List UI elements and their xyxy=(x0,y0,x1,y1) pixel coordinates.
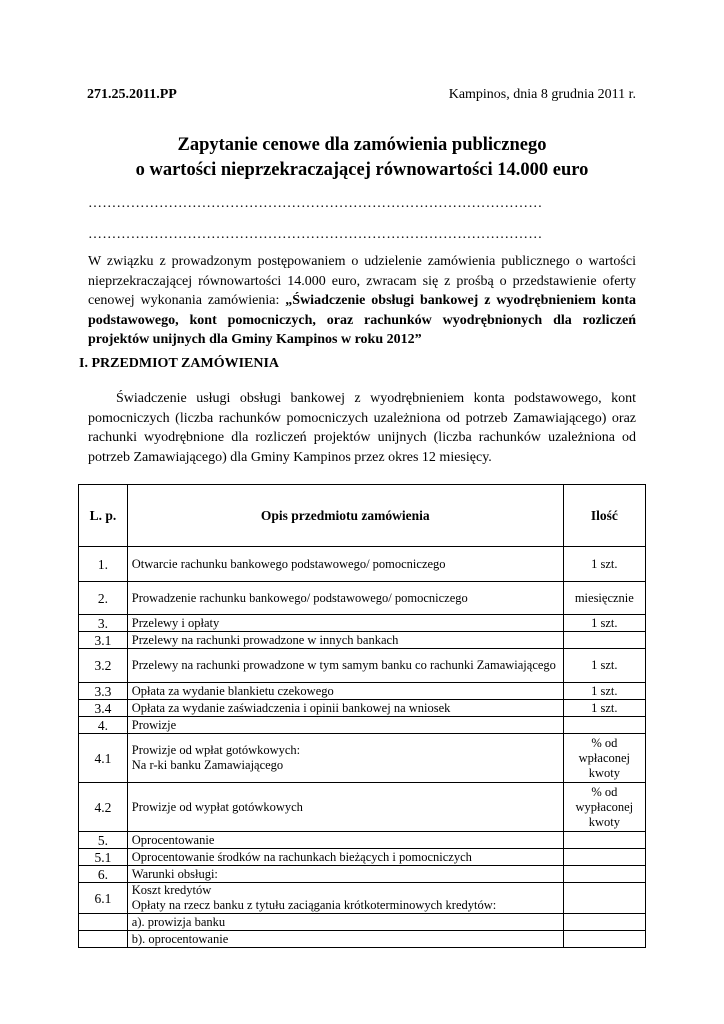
cell-ilosc xyxy=(563,717,645,734)
cell-opis-line-1: Prowizje od wpłat gotówkowych: xyxy=(131,743,301,757)
cell-ilosc: 1 szt. xyxy=(563,615,645,632)
table-row xyxy=(79,649,646,683)
cell-opis-line-2: Opłaty na rzecz banku z tytułu zaciągania krótkoterminowych kredytów: xyxy=(131,898,497,912)
table-row xyxy=(79,832,646,849)
intro-paragraph xyxy=(88,252,636,350)
table-row xyxy=(79,931,646,948)
cell-opis xyxy=(127,883,563,914)
cell-opis: Warunki obsługi: xyxy=(127,866,563,883)
cell-lp: 4. xyxy=(79,717,128,734)
cell-lp: 4.2 xyxy=(79,783,128,832)
table-row xyxy=(79,914,646,931)
section-paragraph: Świadczenie usługi obsługi bankowej z wyodrębnieniem konta podstawowego, kont pomocniczych (liczba rachunków pomocniczych uzależniona od potrzeb Zamawiającego) oraz rachunki wyodrębnione dla rozliczeń projektów unijnych (liczba rachunków uzależniona od potrzeb Zamawiającego) dla Gminy Kampinos przez okres 12 miesięcy. xyxy=(88,391,636,465)
cell-ilosc: % od wypłaconej kwoty xyxy=(563,783,645,832)
cell-ilosc: % od wpłaconej kwoty xyxy=(563,734,645,783)
cell-opis: Przelewy i opłaty xyxy=(127,615,563,632)
cell-ilosc: miesięcznie xyxy=(563,582,645,615)
table-row xyxy=(79,632,646,649)
cell-opis: Oprocentowanie xyxy=(127,832,563,849)
cell-opis: Prowadzenie rachunku bankowego/ podstawowego/ pomocniczego xyxy=(127,582,563,615)
cell-opis xyxy=(127,734,563,783)
document-title xyxy=(0,133,724,183)
table-row xyxy=(79,683,646,700)
table-row xyxy=(79,849,646,866)
cell-opis: Otwarcie rachunku bankowego podstawowego/ pomocniczego xyxy=(127,547,563,582)
table-row xyxy=(79,734,646,783)
title-line-2: o wartości nieprzekraczającej równowartości 14.000 euro xyxy=(135,160,589,180)
cell-opis: a). prowizja banku xyxy=(127,914,563,931)
section-heading: I. PRZEDMIOT ZAMÓWIENIA xyxy=(79,356,280,371)
cell-ilosc: 1 szt. xyxy=(563,649,645,683)
cell-opis: Oprocentowanie środków na rachunkach bieżących i pomocniczych xyxy=(127,849,563,866)
cell-lp: 3. xyxy=(79,615,128,632)
place-date: Kampinos, dnia 8 grudnia 2011 r. xyxy=(448,87,636,102)
cell-opis-line-2: Na r-ki banku Zamawiającego xyxy=(131,758,284,772)
intro-bold-subject: „Świadczenie obsługi bankowej z wyodrębnieniem konta podstawowego, kont pomocniczych, oraz rachunków wyodrębnionych dla rozliczeń projektów unijnych dla Gminy Kampinos w roku 2012” xyxy=(88,293,637,347)
header-ilosc: Ilość xyxy=(563,485,645,547)
table-row xyxy=(79,700,646,717)
table-row xyxy=(79,866,646,883)
cell-lp: 5.1 xyxy=(79,849,128,866)
cell-opis: Prowizje od wypłat gotówkowych xyxy=(127,783,563,832)
cell-opis: Przelewy na rachunki prowadzone w innych bankach xyxy=(127,632,563,649)
table-row xyxy=(79,783,646,832)
cell-ilosc xyxy=(563,832,645,849)
table-header-row xyxy=(79,485,646,547)
cell-lp: 3.4 xyxy=(79,700,128,717)
cell-opis: Opłata za wydanie blankietu czekowego xyxy=(127,683,563,700)
cell-ilosc xyxy=(563,883,645,914)
cell-lp xyxy=(79,931,128,948)
cell-lp: 4.1 xyxy=(79,734,128,783)
dotted-line-2: …………………………………………………………………………………… xyxy=(88,227,543,242)
cell-opis: b). oprocentowanie xyxy=(127,931,563,948)
table-row xyxy=(79,582,646,615)
cell-lp: 3.1 xyxy=(79,632,128,649)
table-row xyxy=(79,615,646,632)
cell-ilosc: 1 szt. xyxy=(563,700,645,717)
reference-number: 271.25.2011.PP xyxy=(87,87,177,102)
table-row xyxy=(79,883,646,914)
title-line-1: Zapytanie cenowe dla zamówienia publicznego xyxy=(177,135,547,155)
header-opis: Opis przedmiotu zamówienia xyxy=(127,485,563,547)
cell-lp: 6.1 xyxy=(79,883,128,914)
cell-ilosc xyxy=(563,914,645,931)
cell-opis: Opłata za wydanie zaświadczenia i opinii bankowej na wniosek xyxy=(127,700,563,717)
dotted-line-1: …………………………………………………………………………………… xyxy=(88,196,543,211)
cell-ilosc xyxy=(563,866,645,883)
specification-table xyxy=(78,484,646,948)
cell-ilosc: 1 szt. xyxy=(563,683,645,700)
cell-lp: 5. xyxy=(79,832,128,849)
cell-lp: 6. xyxy=(79,866,128,883)
cell-opis: Przelewy na rachunki prowadzone w tym samym banku co rachunki Zamawiającego xyxy=(127,649,563,683)
cell-lp: 1. xyxy=(79,547,128,582)
cell-lp: 2. xyxy=(79,582,128,615)
cell-opis: Prowizje xyxy=(127,717,563,734)
table-row xyxy=(79,547,646,582)
table-row xyxy=(79,717,646,734)
cell-lp: 3.3 xyxy=(79,683,128,700)
cell-opis-line-1: Koszt kredytów xyxy=(131,883,212,897)
cell-ilosc xyxy=(563,849,645,866)
header-lp: L. p. xyxy=(79,485,128,547)
cell-lp xyxy=(79,914,128,931)
cell-ilosc xyxy=(563,931,645,948)
cell-ilosc: 1 szt. xyxy=(563,547,645,582)
intro-text: W związku z prowadzonym postępowaniem o udzielenie zamówienia publicznego o wartości nieprzekraczającej równowartości 14.000 euro, zwracam się z prośbą o przedstawienie oferty cenowej wykonania zamówienia: xyxy=(88,254,636,308)
cell-ilosc xyxy=(563,632,645,649)
cell-lp: 3.2 xyxy=(79,649,128,683)
